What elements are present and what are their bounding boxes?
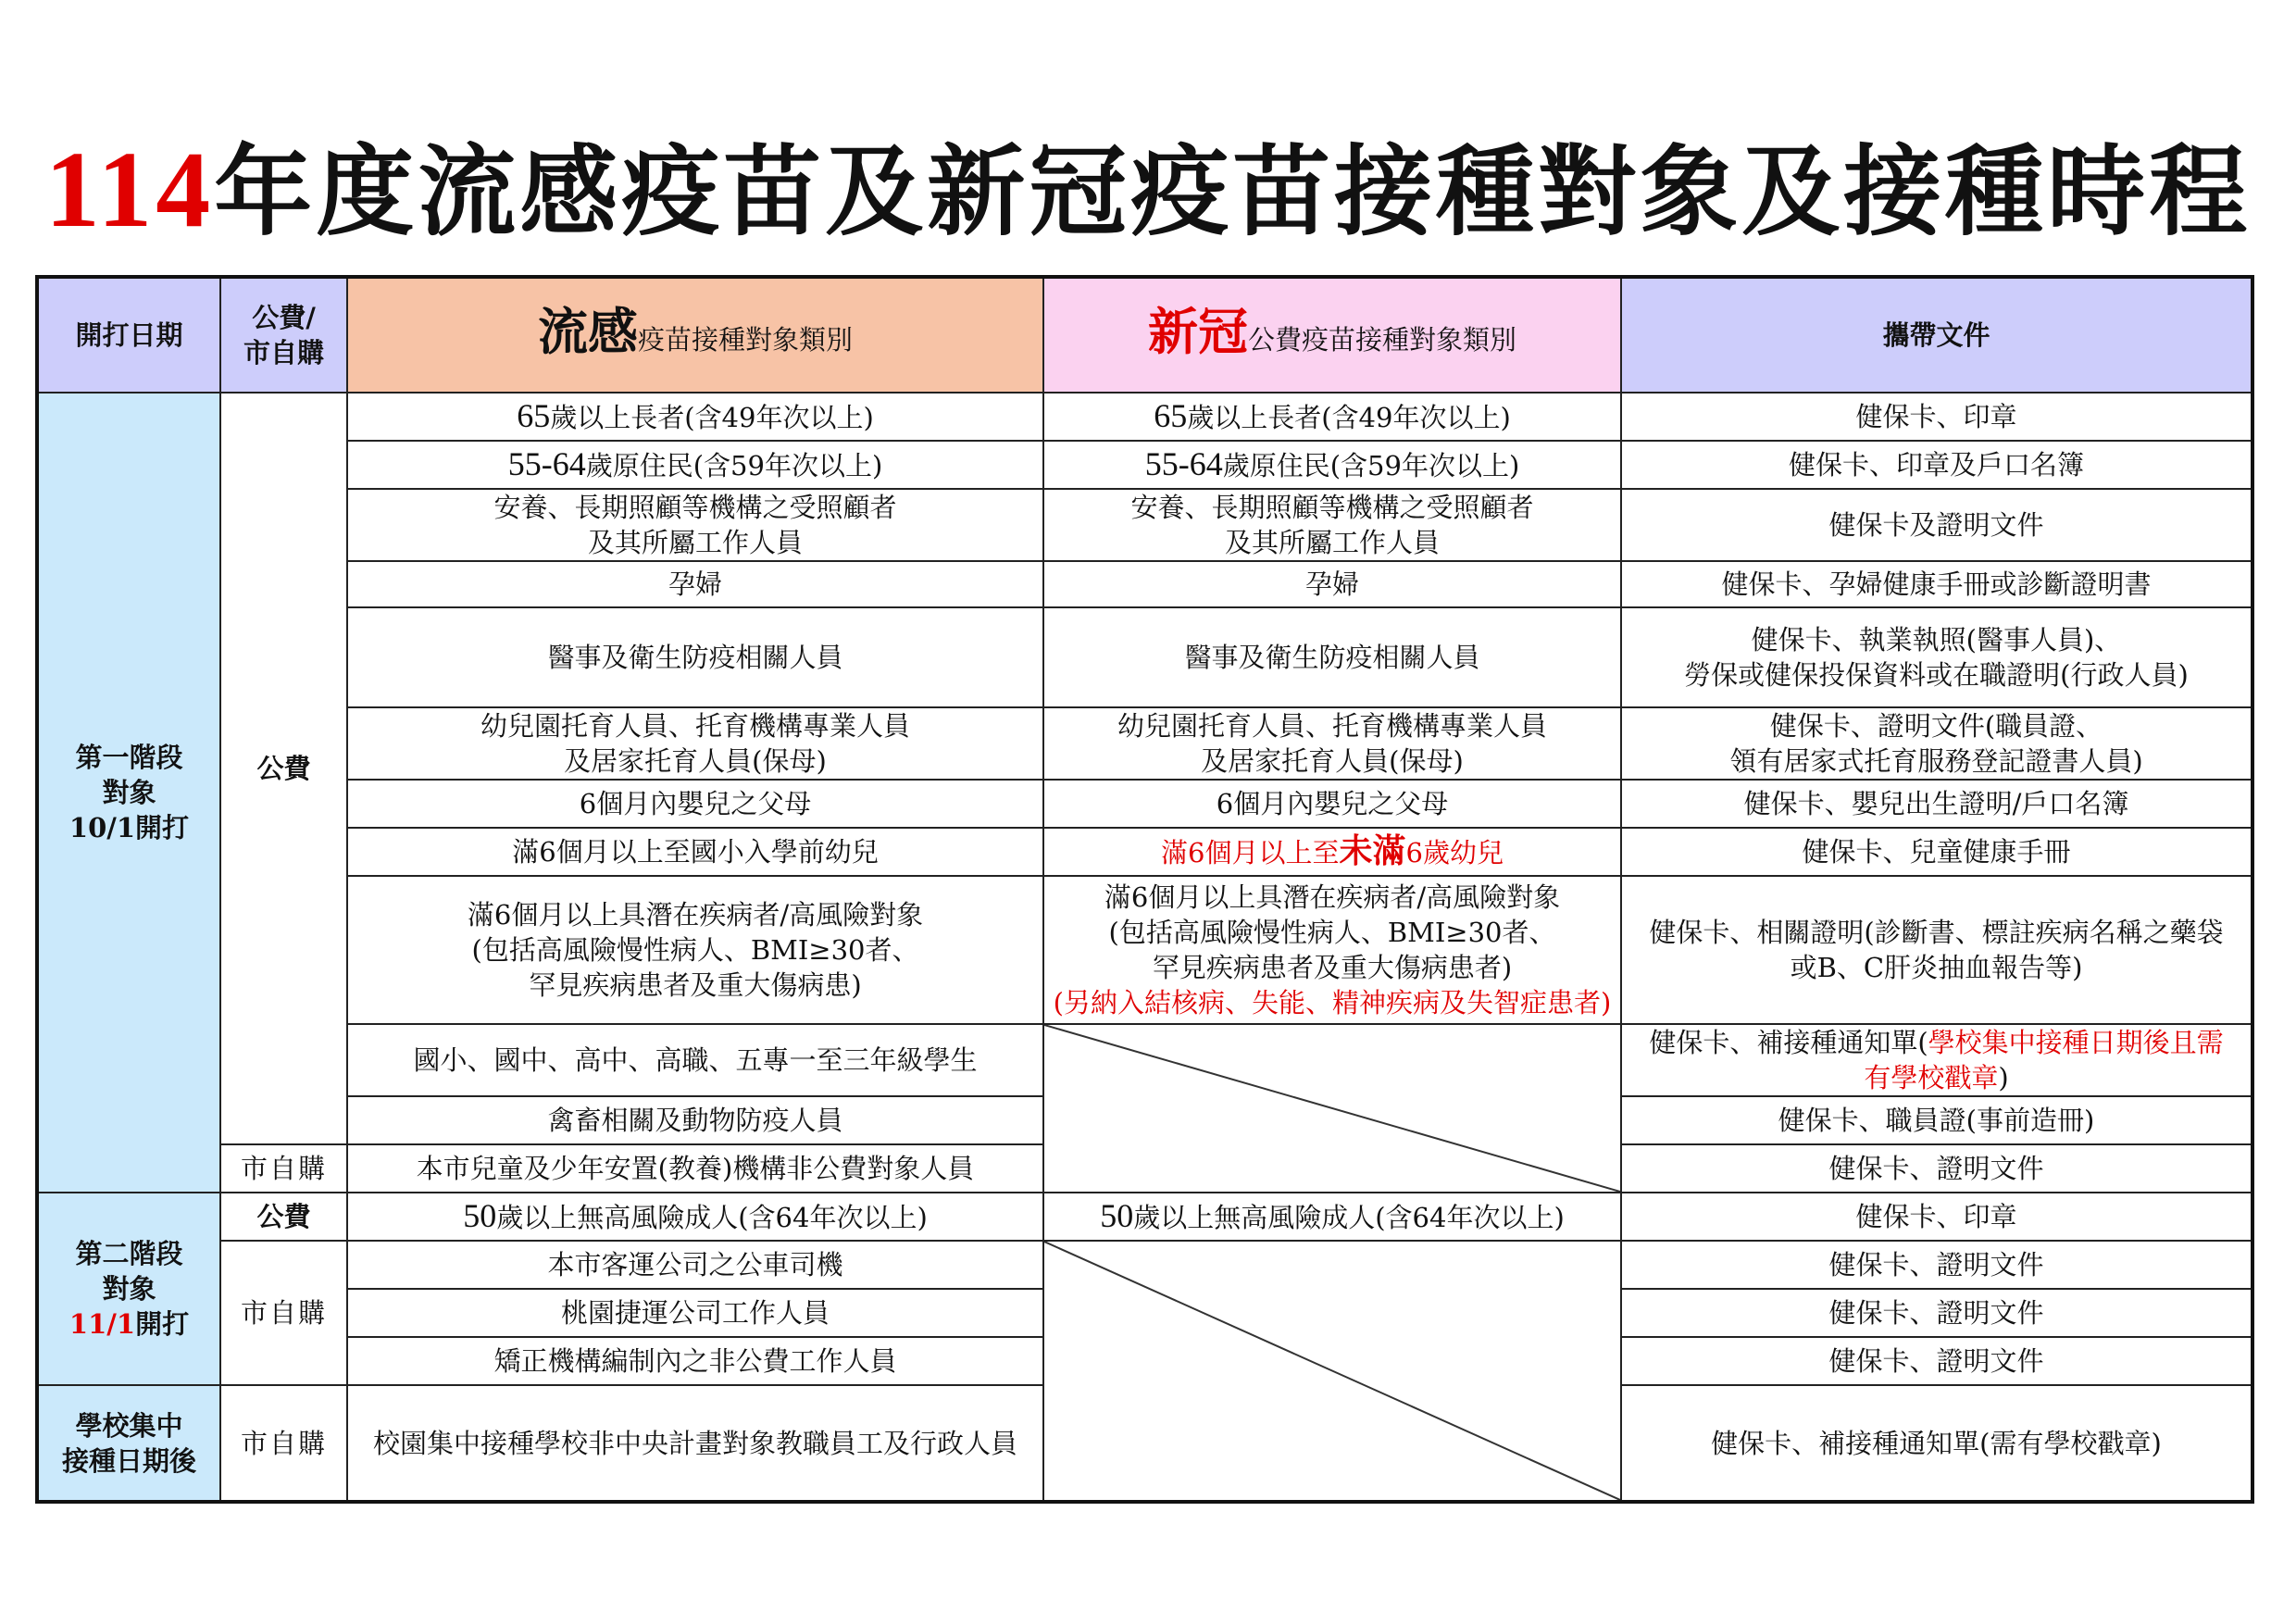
flu-label: 流感 [537,301,638,361]
table-row [37,780,2252,828]
docs-cell: 健保卡、證明文件 [1621,1144,2252,1193]
fund-self-stage2: 市自購 [220,1241,347,1385]
title-text: 年度流感疫苗及新冠疫苗接種對象及接種時程 [214,135,2252,249]
diagonal-line [1044,1025,1620,1192]
flu-cell: 滿6個月以上具潛在疾病者/高風險對象 (包括高風險慢性病人、BMI≥30者、 罕見疾病患者及重大傷病患) [347,876,1043,1024]
docs-cell: 健保卡、證明文件(職員證、 領有居家式托育服務登記證書人員) [1621,707,2252,780]
docs-cell: 健保卡、嬰兒出生證明/戶口名簿 [1621,780,2252,828]
covid-cell: 醫事及衛生防疫相關人員 [1043,607,1621,707]
flu-cell: 安養、長期照顧等機構之受照顧者 及其所屬工作人員 [347,489,1043,561]
docs-cell: 健保卡、職員證(事前造冊) [1621,1096,2252,1144]
docs-cell: 健保卡、兒童健康手冊 [1621,828,2252,876]
table-row [37,393,2252,441]
flu-cell: 國小、國中、高中、高職、五專一至三年級學生 [347,1024,1043,1096]
table-row [37,561,2252,607]
flu-cell: 本市客運公司之公車司機 [347,1241,1043,1289]
covid-label: 新冠 [1147,301,1248,361]
docs-cell: 健保卡、補接種通知單(學校集中接種日期後且需 有學校戳章) [1621,1024,2252,1096]
table-row [37,1241,2252,1289]
docs-cell: 健保卡、相關證明(診斷書、標註疾病名稱之藥袋 或B、C肝炎抽血報告等) [1621,876,2252,1024]
flu-cell: 50歲以上無高風險成人(含64年次以上) [347,1193,1043,1241]
diagonal-line [1044,1242,1620,1500]
stage2-label: 第二階段 對象 11/1開打 [37,1193,220,1385]
table-row [37,607,2252,707]
flu-cell: 65歲以上長者(含49年次以上) [347,393,1043,441]
covid-cell: 滿6個月以上具潛在疾病者/高風險對象 (包括高風險慢性病人、BMI≥30者、 罕見疾病患者及重大傷病患者) (另納入結核病、失能、精神疾病及失智症患者) [1043,876,1621,1024]
covid-cell: 孕婦 [1043,561,1621,607]
stage3-label: 學校集中 接種日期後 [37,1385,220,1502]
flu-cell: 滿6個月以上至國小入學前幼兒 [347,828,1043,876]
flu-cell: 孕婦 [347,561,1043,607]
flu-cell: 禽畜相關及動物防疫人員 [347,1096,1043,1144]
header-flu: 流感疫苗接種對象類別 [347,277,1043,393]
fund-self-stage1: 市自購 [220,1144,347,1193]
flu-cell: 醫事及衛生防疫相關人員 [347,607,1043,707]
docs-cell: 健保卡、證明文件 [1621,1289,2252,1337]
docs-cell: 健保卡、印章 [1621,393,2252,441]
docs-cell: 健保卡、孕婦健康手冊或診斷證明書 [1621,561,2252,607]
header-fund: 公費/ 市自購 [220,277,347,393]
flu-cell: 幼兒園托育人員、托育機構專業人員 及居家托育人員(保母) [347,707,1043,780]
covid-empty-cell-1 [1043,1024,1621,1193]
title-year: 114 [44,129,215,250]
table-row [37,441,2252,489]
covid-cell: 幼兒園托育人員、托育機構專業人員 及居家托育人員(保母) [1043,707,1621,780]
flu-cell: 校園集中接種學校非中央計畫對象教職員工及行政人員 [347,1385,1043,1502]
flu-cell: 55-64歲原住民(含59年次以上) [347,441,1043,489]
header-date: 開打日期 [37,277,220,393]
docs-cell: 健保卡、執業執照(醫事人員)、 勞保或健保投保資料或在職證明(行政人員) [1621,607,2252,707]
docs-cell: 健保卡、證明文件 [1621,1337,2252,1385]
docs-cell: 健保卡及證明文件 [1621,489,2252,561]
flu-cell: 6個月內嬰兒之父母 [347,780,1043,828]
table-row [37,1024,2252,1096]
flu-cell: 桃園捷運公司工作人員 [347,1289,1043,1337]
docs-cell: 健保卡、印章 [1621,1193,2252,1241]
fund-public-stage1: 公費 [220,393,347,1144]
page-title [0,130,2296,253]
table-row [37,707,2252,780]
table-row [37,876,2252,1024]
covid-cell: 安養、長期照顧等機構之受照顧者 及其所屬工作人員 [1043,489,1621,561]
covid-cell: 55-64歲原住民(含59年次以上) [1043,441,1621,489]
flu-cell: 矯正機構編制內之非公費工作人員 [347,1337,1043,1385]
flu-cell: 本市兒童及少年安置(教養)機構非公費對象人員 [347,1144,1043,1193]
table-header-row [37,277,2252,393]
vaccination-schedule-table [35,275,2254,1504]
header-docs: 攜帶文件 [1621,277,2252,393]
table-row [37,828,2252,876]
table-row [37,489,2252,561]
covid-cell: 65歲以上長者(含49年次以上) [1043,393,1621,441]
docs-cell: 健保卡、印章及戶口名簿 [1621,441,2252,489]
covid-cell: 50歲以上無高風險成人(含64年次以上) [1043,1193,1621,1241]
stage1-label: 第一階段 對象 10/1開打 [37,393,220,1193]
table-row [37,1193,2252,1241]
header-covid: 新冠公費疫苗接種對象類別 [1043,277,1621,393]
docs-cell: 健保卡、補接種通知單(需有學校戳章) [1621,1385,2252,1502]
docs-cell: 健保卡、證明文件 [1621,1241,2252,1289]
covid-empty-cell-2 [1043,1241,1621,1502]
covid-cell: 滿6個月以上至未滿6歲幼兒 [1043,828,1621,876]
covid-cell: 6個月內嬰兒之父母 [1043,780,1621,828]
fund-self-stage3: 市自購 [220,1385,347,1502]
fund-public-stage2: 公費 [220,1193,347,1241]
